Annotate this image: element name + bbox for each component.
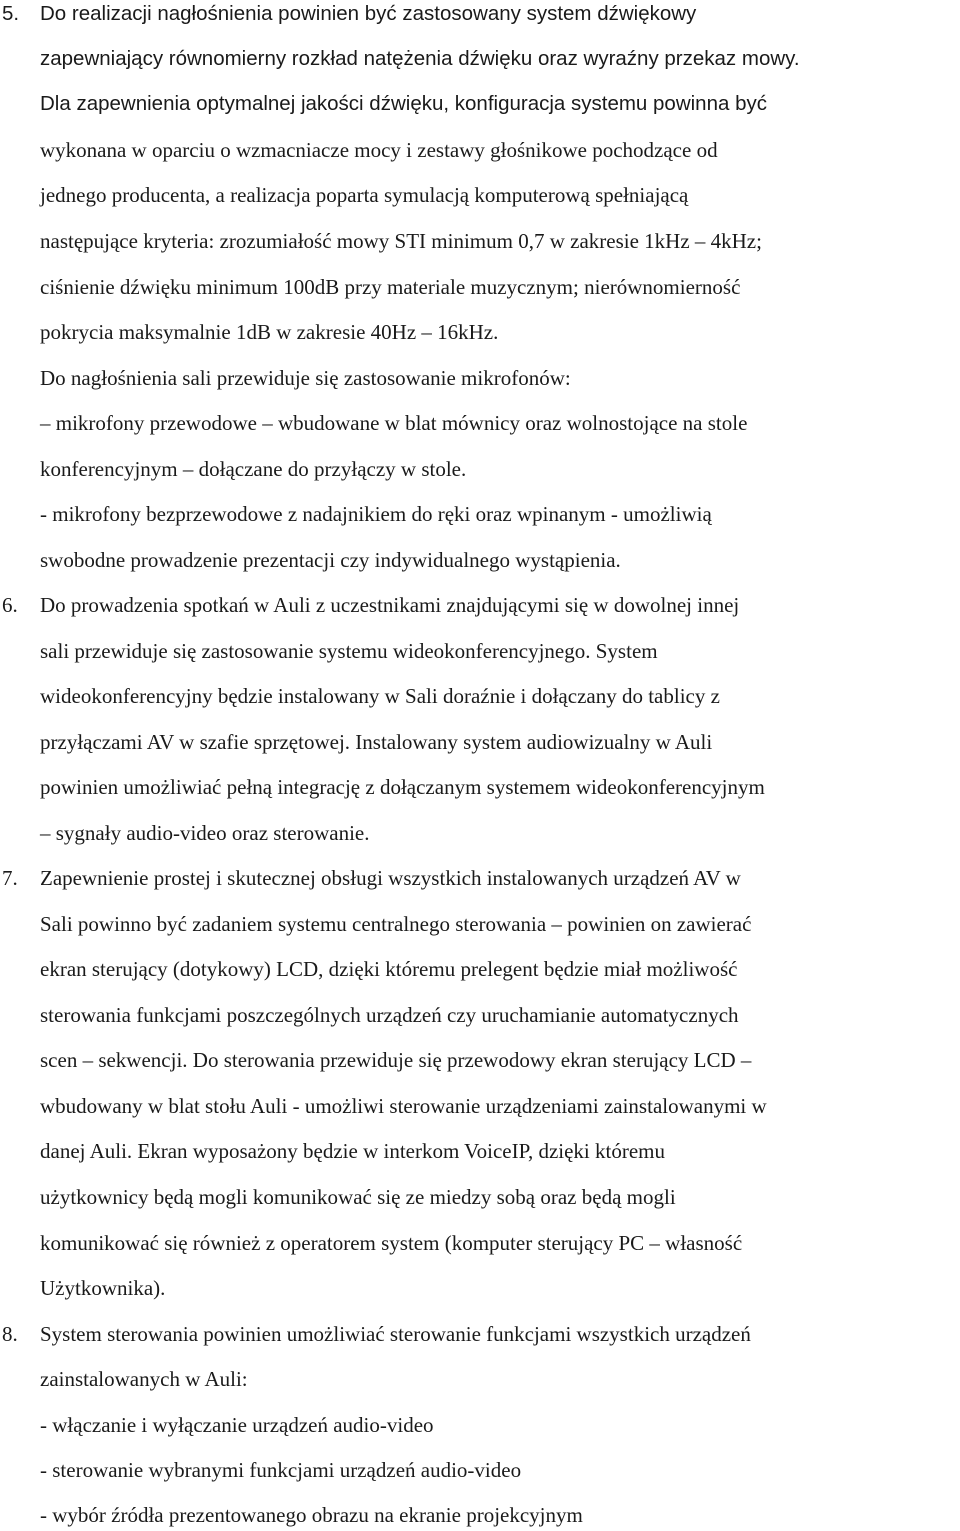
item-number: 6.	[2, 593, 18, 617]
text-line: Do nagłośnienia sali przewiduje się zastosowanie mikrofonów:	[40, 366, 571, 390]
text-line: wideokonferencyjny będzie instalowany w Sali doraźnie i dołączany do tablicy z	[40, 684, 720, 708]
text-line: ekran sterujący (dotykowy) LCD, dzięki któremu prelegent będzie miał możliwość	[40, 957, 738, 981]
item-number: 5.	[2, 2, 20, 25]
text-line: - mikrofony bezprzewodowe z nadajnikiem do ręki oraz wpinanym - umożliwią	[40, 502, 712, 526]
text-line: sterowania funkcjami poszczególnych urządzeń czy uruchamianie automatycznych	[40, 1003, 739, 1027]
text-line: ciśnienie dźwięku minimum 100dB przy materiale muzycznym; nierównomierność	[40, 275, 741, 299]
text-line: jednego producenta, a realizacja poparta symulacją komputerową spełniającą	[40, 183, 689, 207]
item-number: 8.	[2, 1322, 18, 1346]
text-line: konferencyjnym – dołączane do przyłączy w stole.	[40, 457, 467, 481]
text-line: Użytkownika).	[40, 1276, 166, 1300]
text-line: następujące kryteria: zrozumiałość mowy STI minimum 0,7 w zakresie 1kHz – 4kHz;	[40, 229, 762, 253]
text-line: - włączanie i wyłączanie urządzeń audio-video	[40, 1413, 434, 1437]
text-line: - wybór źródła prezentowanego obrazu na ekranie projekcyjnym	[40, 1503, 583, 1527]
text-line: wbudowany w blat stołu Auli - umożliwi sterowanie urządzeniami zainstalowanymi w	[40, 1094, 767, 1118]
text-line: pokrycia maksymalnie 1dB w zakresie 40Hz – 16kHz.	[40, 320, 499, 344]
text-line: Sali powinno być zadaniem systemu centralnego sterowania – powinien on zawierać	[40, 912, 752, 936]
text-line: Zapewnienie prostej i skutecznej obsługi wszystkich instalowanych urządzeń AV w	[40, 866, 741, 890]
text-line: danej Auli. Ekran wyposażony będzie w interkom VoiceIP, dzięki któremu	[40, 1139, 665, 1163]
text-line: zapewniający równomierny rozkład natężenia dźwięku oraz wyraźny przekaz mowy.	[40, 47, 800, 70]
text-line: Do prowadzenia spotkań w Auli z uczestnikami znajdującymi się w dowolnej innej	[40, 593, 740, 617]
text-line: – sygnały audio-video oraz sterowanie.	[40, 821, 370, 845]
text-line: użytkownicy będą mogli komunikować się ze miedzy sobą oraz będą mogli	[40, 1185, 676, 1209]
text-line: zainstalowanych w Auli:	[40, 1367, 248, 1391]
text-line: – mikrofony przewodowe – wbudowane w blat mównicy oraz wolnostojące na stole	[40, 411, 748, 435]
item-number: 7.	[2, 866, 18, 890]
text-line: przyłączami AV w szafie sprzętowej. Instalowany system audiowizualny w Auli	[40, 730, 713, 754]
text-line: sali przewiduje się zastosowanie systemu wideokonferencyjnego. System	[40, 639, 658, 663]
text-line: wykonana w oparciu o wzmacniacze mocy i zestawy głośnikowe pochodzące od	[40, 138, 718, 162]
text-line: powinien umożliwiać pełną integrację z dołączanym systemem wideokonferencyjnym	[40, 775, 765, 799]
text-line: System sterowania powinien umożliwiać sterowanie funkcjami wszystkich urządzeń	[40, 1322, 751, 1346]
text-line: komunikować się również z operatorem system (komputer sterujący PC – własność	[40, 1231, 743, 1255]
text-line: swobodne prowadzenie prezentacji czy indywidualnego wystąpienia.	[40, 548, 621, 572]
text-line: scen – sekwencji. Do sterowania przewiduje się przewodowy ekran sterujący LCD –	[40, 1048, 752, 1072]
text-line: - sterowanie wybranymi funkcjami urządzeń audio-video	[40, 1458, 522, 1482]
text-line: Do realizacji nagłośnienia powinien być zastosowany system dźwiękowy	[40, 2, 697, 25]
text-line: Dla zapewnienia optymalnej jakości dźwięku, konfiguracja systemu powinna być	[40, 92, 767, 115]
